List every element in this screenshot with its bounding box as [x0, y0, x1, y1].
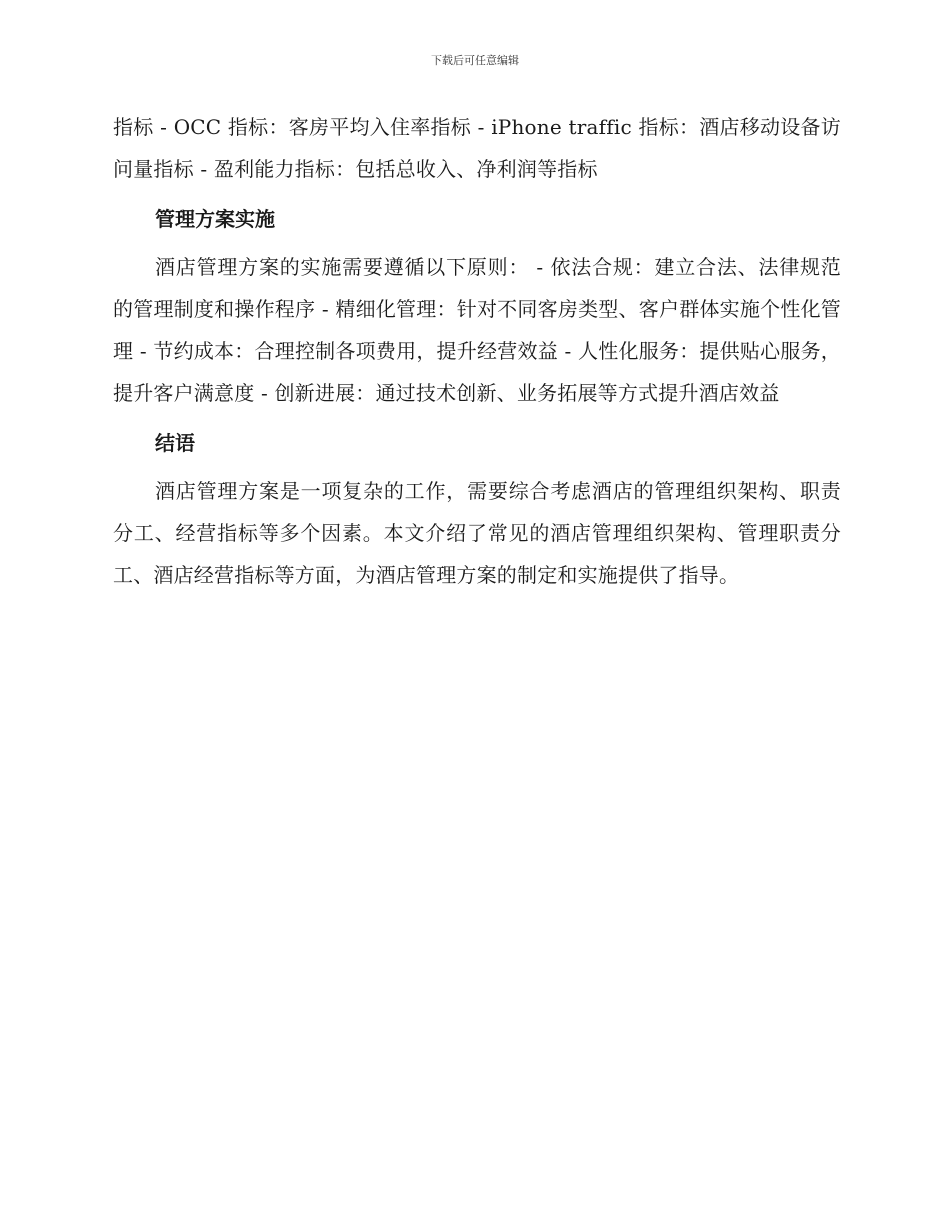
page-header: 下载后可任意编辑	[431, 54, 519, 67]
intro-paragraph: 指标 - OCC 指标：客房平均入住率指标 - iPhone traffic 指标：酒店移动设备访问量指标 - 盈利能力指标：包括总收入、净利润等指标	[113, 115, 841, 181]
conclusion-paragraph: 酒店管理方案是一项复杂的工作，需要综合考虑酒店的管理组织架构、职责分工、经营指标等多个因素。本文介绍了常见的酒店管理组织架构、管理职责分工、酒店经营指标等方面，为酒店管理方案的制定和实施提供了指导。	[113, 479, 841, 587]
implementation-paragraph: 酒店管理方案的实施需要遵循以下原则： - 依法合规：建立合法、法律规范的管理制度和操作程序 - 精细化管理：针对不同客房类型、客户群体实施个性化管理 - 节约成本：合理控制各项费用，提升经营效益 - 人性化服务：提供贴心服务，提升客户满意度 - 创新进展：通过技术创新、业务拓展等方式提升酒店效益	[113, 255, 841, 405]
section-heading-implementation: 管理方案实施	[155, 207, 275, 231]
section-heading-conclusion: 结语	[155, 431, 195, 455]
document-body	[113, 106, 841, 596]
